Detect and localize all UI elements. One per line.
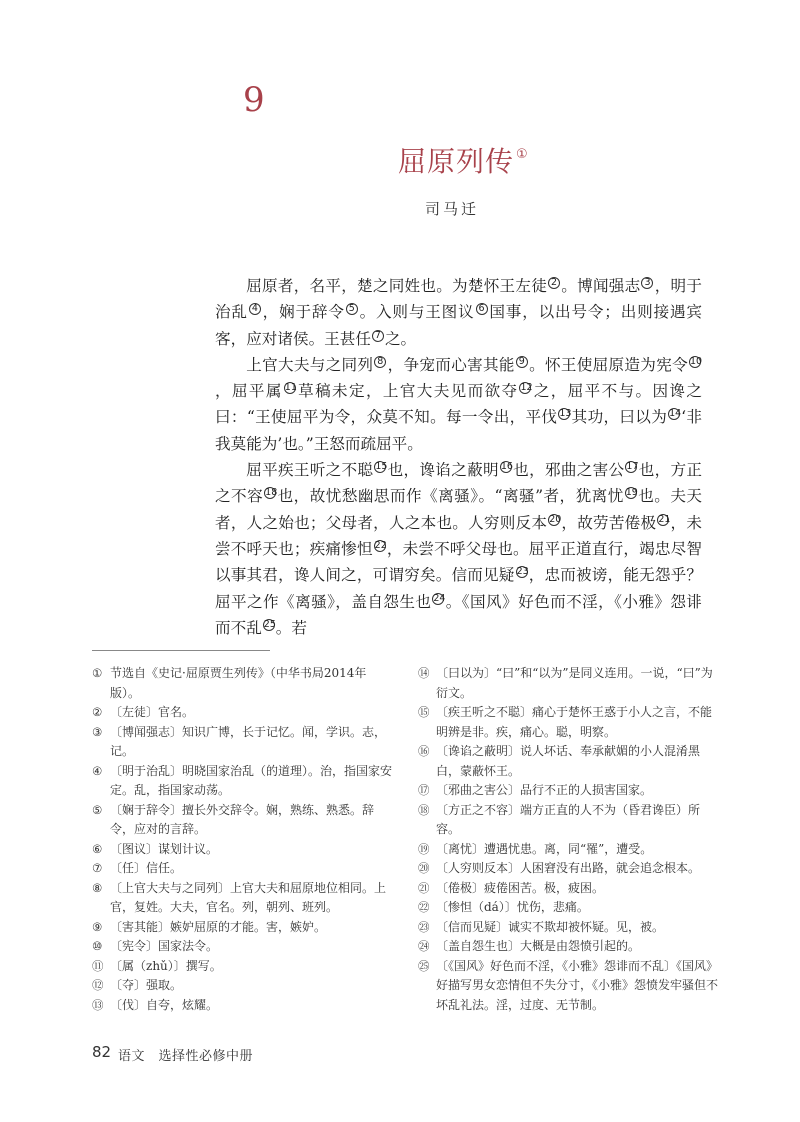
- text-run: 国事，以出号令；出则接遇宾客，应对诸侯。王甚任: [215, 303, 702, 348]
- footnote-text: 〔娴于辞令〕擅长外交辞令。娴，熟练、熟悉。辞令，应对的言辞。: [110, 802, 375, 836]
- footnote-text: 〔图议〕谋划计议。: [110, 841, 219, 856]
- page-number: 82: [92, 1043, 112, 1061]
- footnote-text: 〔谗谄之蔽明〕说人坏话、奉承献媚的小人混淆黑白，蒙蔽怀王。: [436, 744, 701, 778]
- footnotes-right-column: [418, 664, 718, 1015]
- footnote: [418, 703, 718, 742]
- note-reference[interactable]: 19: [625, 487, 638, 499]
- text-run: ，忠而被谤，能无怨乎？屈平之作《离骚》，盖自怨生也: [215, 566, 702, 611]
- footnote-text: 〔《国风》好色而不淫，《小雅》怨诽而不乱〕《国风》好描写男女恋情但不失分寸，《小雅》怨愤发牢骚但不坏乱礼法。淫，过度、无节制。: [436, 958, 719, 1012]
- text-run: ，故劳苦倦极: [561, 513, 657, 532]
- text-run: 之。: [384, 329, 417, 348]
- footnote: [418, 957, 718, 1016]
- footnote-text: 〔任〕信任。: [110, 861, 183, 875]
- text-run: 也。夫天者，人之始也；父母者，人之本也。人穷则反本: [215, 487, 702, 532]
- footnote: [418, 781, 718, 801]
- note-reference[interactable]: 14: [669, 408, 682, 420]
- footnote: [92, 976, 392, 996]
- footnote-text: 〔博闻强志〕知识广博，长于记忆。闻，学识。志，记。: [110, 724, 387, 758]
- footnote-mark: ⑮: [418, 705, 430, 719]
- footnote-mark: ⑯: [418, 744, 430, 758]
- footnote-mark: ㉑: [418, 880, 430, 895]
- footnote-mark: ⑨: [92, 919, 103, 934]
- footnote-mark: ⑦: [92, 861, 103, 875]
- footnote-text: 〔明于治乱〕明晓国家治乱（的道理）。治，指国家安定。乱，指国家动荡。: [110, 763, 393, 797]
- footnote-mark: ⑩: [92, 939, 103, 953]
- text-run: 。入则与王图议: [358, 303, 475, 322]
- note-reference[interactable]: 23: [516, 566, 529, 578]
- text-run: 屈原者，名平，楚之同姓也。为楚怀王左徒: [246, 277, 548, 295]
- footnote-mark: ⑧: [92, 880, 103, 895]
- footnote: [418, 742, 718, 781]
- note-reference[interactable]: 15: [375, 461, 388, 473]
- text-run: 。怀王使屈原造为宪令: [528, 355, 688, 374]
- footnote: [92, 957, 392, 977]
- footnote-text: 〔宪令〕国家法令。: [110, 939, 219, 953]
- note-reference[interactable]: 18: [265, 487, 278, 499]
- footnote-text: 〔信而见疑〕诚实不欺却被怀疑。见，被。: [436, 919, 665, 934]
- footnote-text: 〔伐〕自夸，炫耀。: [110, 997, 219, 1012]
- note-reference[interactable]: 10: [689, 355, 703, 367]
- text-run: ‘非我莫能为’也。”王怒而疏屈平。: [215, 408, 702, 453]
- footnote: [92, 918, 392, 938]
- footnote: [92, 840, 392, 860]
- note-reference[interactable]: 16: [500, 461, 513, 473]
- footnote-mark: ⑬: [92, 997, 104, 1012]
- footnote-mark: ⑲: [418, 841, 430, 856]
- footnote-mark: ㉕: [418, 958, 430, 973]
- paragraph: [215, 457, 702, 641]
- text-run: ，明于治乱: [215, 277, 702, 322]
- footnote: [92, 879, 392, 918]
- footnote-mark: ②: [92, 705, 103, 719]
- footnote-mark: ④: [92, 763, 103, 778]
- note-reference[interactable]: 20: [549, 513, 562, 525]
- footnote-mark: ⑪: [92, 958, 104, 973]
- text-run: 上官大夫与之同列: [246, 355, 374, 374]
- text-run: 之，屈平不与。因谗之曰：“王使屈平为令，众莫不知。每一令出，平伐: [215, 382, 702, 427]
- title-text: 屈原列传: [398, 145, 515, 178]
- paragraph: [215, 352, 702, 457]
- note-reference[interactable]: 11: [284, 382, 297, 394]
- footnotes-left-column: [92, 664, 392, 1015]
- footnote: [418, 879, 718, 899]
- footnote: [418, 918, 718, 938]
- note-reference[interactable]: 5: [346, 303, 358, 315]
- footnote-mark: ⑭: [418, 666, 430, 680]
- footnote-mark: ⑰: [418, 783, 430, 797]
- text-run: 。《国风》好色而不淫，《小雅》怨诽而不乱: [215, 592, 703, 637]
- author: 司马迁: [425, 200, 480, 218]
- text-run: ，屈平属: [215, 382, 283, 401]
- footnote-mark: ⑱: [418, 802, 430, 817]
- footnote-mark: ⑳: [418, 861, 430, 875]
- footnote-text: 〔疾王听之不聪〕痛心于楚怀王惑于小人之言，不能明辨是非。疾，痛心。聪，明察。: [436, 705, 713, 739]
- footnote-text: 〔人穷则反本〕人困窘没有出路，就会追念根本。: [436, 861, 701, 875]
- note-reference[interactable]: 17: [626, 461, 639, 473]
- footnote-mark: ㉒: [418, 900, 430, 914]
- text-run: 也，方正之不容: [215, 461, 702, 506]
- note-reference[interactable]: 8: [374, 356, 386, 368]
- note-reference[interactable]: 7: [372, 330, 384, 342]
- footnote-text: 〔邪曲之害公〕品行不正的人损害国家。: [436, 783, 653, 797]
- note-reference[interactable]: 21: [658, 513, 671, 525]
- note-reference[interactable]: 4: [249, 303, 261, 315]
- footnote-mark: ⑫: [92, 978, 104, 992]
- footnote-mark: ㉓: [418, 919, 430, 934]
- text-run: 。博闻强志: [561, 277, 641, 295]
- footnote-mark: ③: [92, 724, 103, 739]
- paragraph: [215, 273, 702, 352]
- footnote-text: 〔上官大夫与之同列〕上官大夫和屈原地位相同。上官，复姓。大夫，官名。列，朝列、班列。: [110, 880, 387, 914]
- footnote: [92, 801, 392, 840]
- footnote: [418, 840, 718, 860]
- note-reference[interactable]: 2: [548, 277, 560, 289]
- note-reference[interactable]: 22: [374, 539, 387, 551]
- text-run: 也，谗谄之蔽明: [387, 461, 499, 480]
- text-run: 屈平疾王听之不聪: [246, 461, 374, 480]
- note-reference[interactable]: 13: [559, 408, 572, 420]
- text-run: 其功，曰以为: [571, 408, 668, 427]
- footnote-text: 〔害其能〕嫉妒屈原的才能。害，嫉妒。: [110, 919, 327, 934]
- footnote: [418, 664, 718, 703]
- footnote-mark: ⑤: [92, 802, 103, 817]
- lesson-number: 9: [243, 80, 265, 120]
- text-run: ，未尝不呼天也；疾痛惨怛: [215, 513, 702, 558]
- note-reference[interactable]: 3: [641, 277, 653, 289]
- footnote: [92, 762, 392, 801]
- footnote: [92, 937, 392, 957]
- note-reference[interactable]: 12: [520, 382, 533, 394]
- text-run: 也，邪曲之害公: [512, 461, 625, 480]
- footnote: [92, 664, 392, 703]
- footnote: [92, 859, 392, 879]
- footnote-text: 〔方正之不容〕端方正直的人不为（昏君谗臣）所容。: [436, 802, 701, 836]
- text-run: 。若: [275, 618, 307, 637]
- note-reference[interactable]: 6: [476, 303, 488, 315]
- footnote-text: 〔左徒〕官名。: [110, 705, 195, 719]
- footnote-text: 节选自《史记·屈原贾生列传》（中华书局2014年版）。: [110, 666, 367, 700]
- text-run: ，娴于辞令: [261, 303, 345, 322]
- footnote-text: 〔曰以为〕“曰”和“以为”是同义连用。一说，“曰”为衍文。: [436, 666, 713, 700]
- footnote-mark: ⑥: [92, 841, 103, 856]
- footnote-text: 〔离忧〕遭遇忧患。离，同“罹”，遭受。: [436, 841, 653, 856]
- book-title: 语文 选择性必修中册: [118, 1049, 254, 1064]
- note-reference[interactable]: 25: [263, 618, 276, 630]
- footnote: [92, 723, 392, 762]
- footnote-mark: ㉔: [418, 939, 430, 953]
- footnote: [418, 898, 718, 918]
- footnote-divider: [92, 650, 270, 651]
- page-title: [398, 140, 529, 180]
- main-text: [215, 273, 702, 641]
- footnote-text: 〔属（zhǔ）〕撰写。: [110, 958, 222, 973]
- note-reference[interactable]: 24: [433, 592, 446, 604]
- footnote: [92, 703, 392, 723]
- footnote-mark: ①: [92, 666, 103, 680]
- footnote: [418, 801, 718, 840]
- footnote-text: 〔盖自怨生也〕大概是由怨愤引起的。: [436, 939, 641, 953]
- text-run: 草稿未定，上官大夫见而欲夺: [296, 382, 519, 401]
- text-run: ，未尝不呼父母也。屈平正道直行，竭忠尽智以事其君，谗人间之，可谓穷矣。信而见疑: [215, 539, 702, 585]
- footnote: [92, 996, 392, 1016]
- footnote-text: 〔夺〕强取。: [110, 978, 183, 992]
- note-reference[interactable]: 9: [516, 356, 528, 368]
- footnote: [418, 859, 718, 879]
- text-run: 也，故忧愁幽思而作《离骚》。“离骚”者，犹离忧: [277, 487, 624, 506]
- footnote-text: 〔惨怛（dá）〕忧伤，悲痛。: [436, 900, 589, 914]
- title-note-mark: ①: [516, 147, 529, 162]
- footnote: [418, 937, 718, 957]
- text-run: ，争宠而心害其能: [387, 355, 515, 374]
- footnote-text: 〔倦极〕疲倦困苦。极，疲困。: [436, 880, 605, 895]
